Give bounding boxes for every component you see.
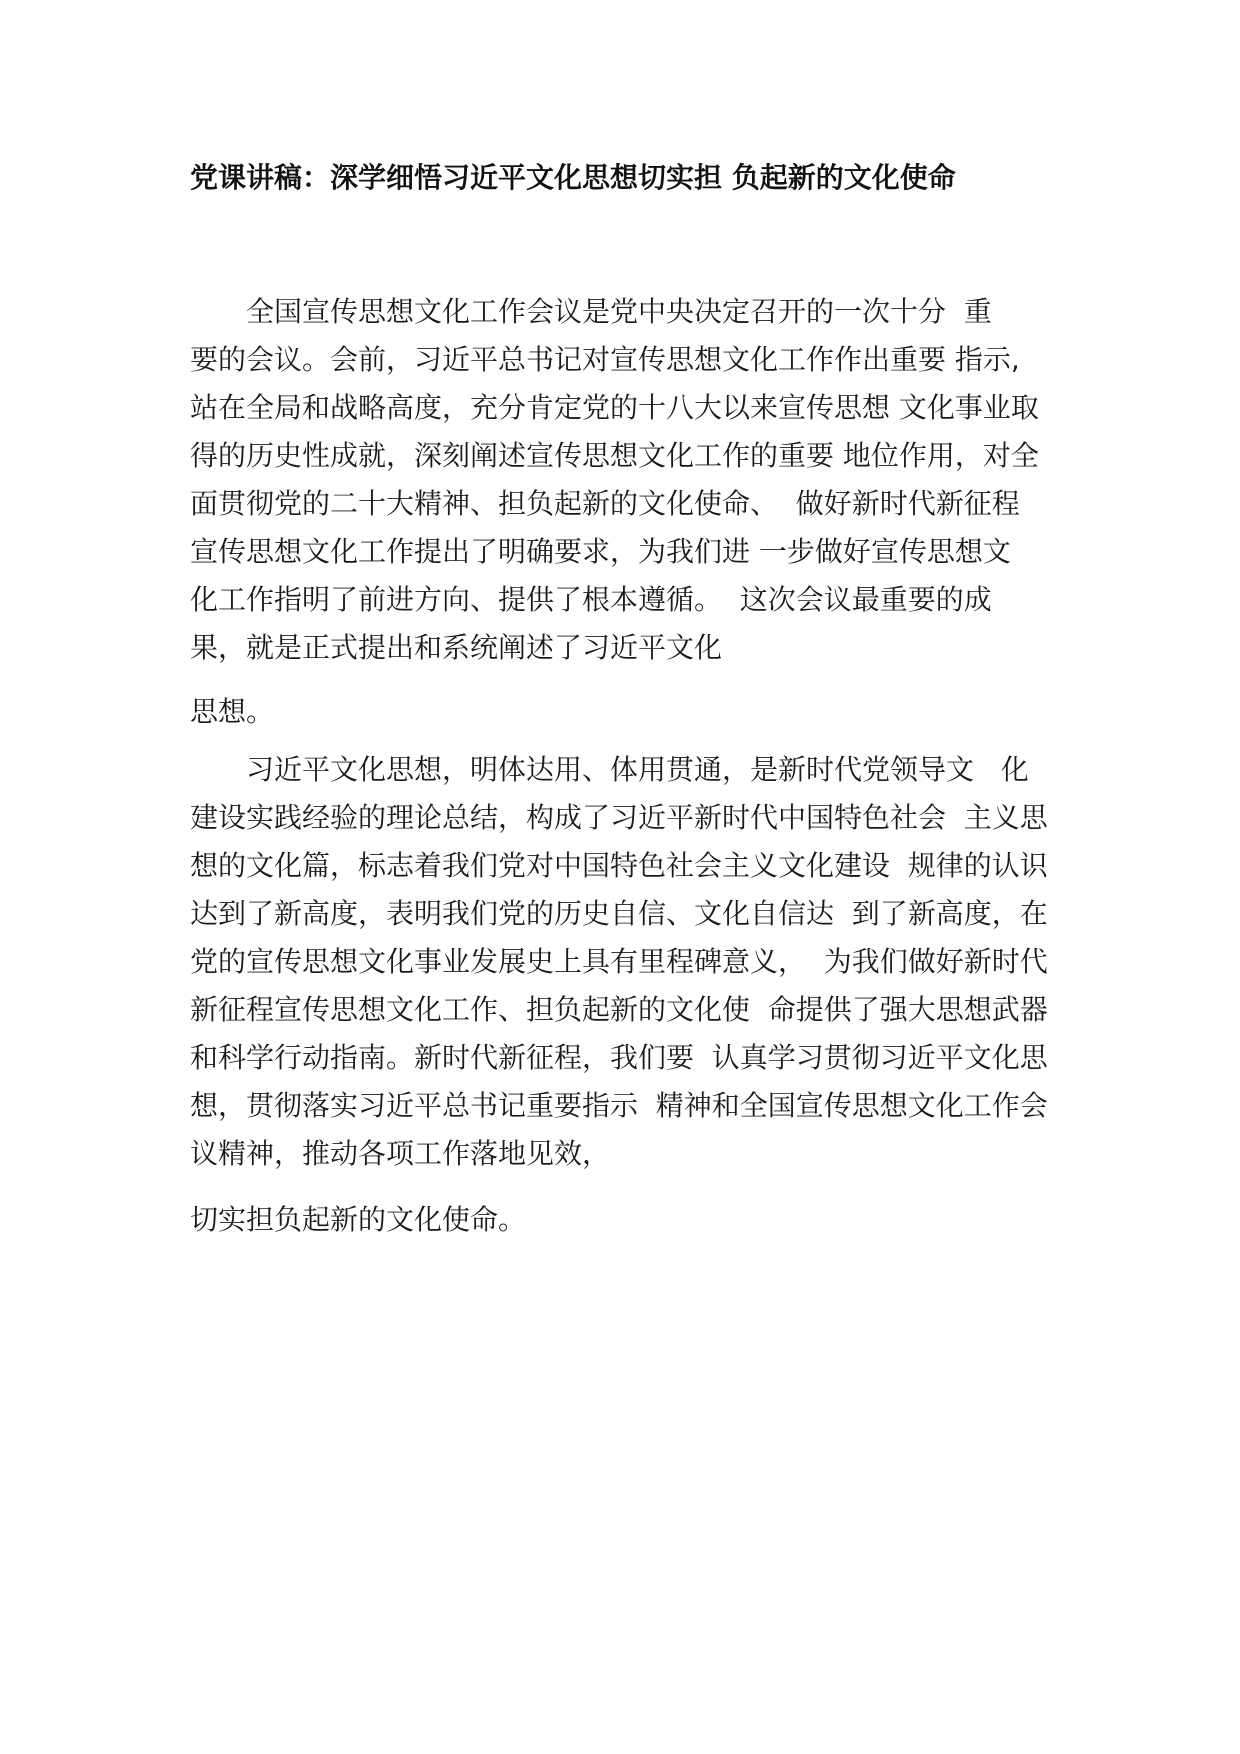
body-line: 要的会议。会前，习近平总书记对宣传思想文化工作作出重要 指示, [190,343,1020,376]
body-line: 想的文化篇，标志着我们党对中国特色社会主义文化建设 规律的认识 [190,849,1048,882]
body-line: 切实担负起新的文化使命。 [190,1203,527,1236]
body-line: 想，贯彻落实习近平总书记重要指示 精神和全国宣传思想文化工作会 [190,1089,1048,1122]
body-line: 习近平文化思想，明体达用、体用贯通，是新时代党领导文 化 [190,753,1029,786]
body-line: 达到了新高度，表明我们党的历史自信、文化自信达 到了新高度，在 [190,897,1048,930]
body-line: 宣传思想文化工作提出了明确要求，为我们进 一步做好宣传思想文 [190,535,1011,568]
body-line: 得的历史性成就，深刻阐述宣传思想文化工作的重要 地位作用，对全 [190,439,1039,472]
body-line: 全国宣传思想文化工作会议是党中央决定召开的一次十分 重 [190,295,992,328]
body-line: 和科学行动指南。新时代新征程，我们要 认真学习贯彻习近平文化思 [190,1041,1048,1074]
body-line: 思想。 [190,695,275,728]
body-line: 站在全局和战略高度，充分肯定党的十八大以来宣传思想 文化事业取 [190,391,1039,424]
body-line: 议精神，推动各项工作落地见效， [190,1137,611,1170]
body-line: 党的宣传思想文化事业发展史上具有里程碑意义， 为我们做好新时代 [190,945,1048,978]
body-line: 果，就是正式提出和系统阐述了习近平文化 [190,631,723,664]
body-line: 化工作指明了前进方向、提供了根本遵循。 这次会议最重要的成 [190,583,992,616]
body-line: 新征程宣传思想文化工作、担负起新的文化使 命提供了强大思想武器 [190,993,1048,1026]
body-line: 建设实践经验的理论总结，构成了习近平新时代中国特色社会 主义思 [190,801,1048,834]
body-line: 面贯彻党的二十大精神、担负起新的文化使命、 做好新时代新征程 [190,487,1020,520]
document-title: 党课讲稿：深学细悟习近平文化思想切实担 负起新的文化使命 [190,161,956,194]
